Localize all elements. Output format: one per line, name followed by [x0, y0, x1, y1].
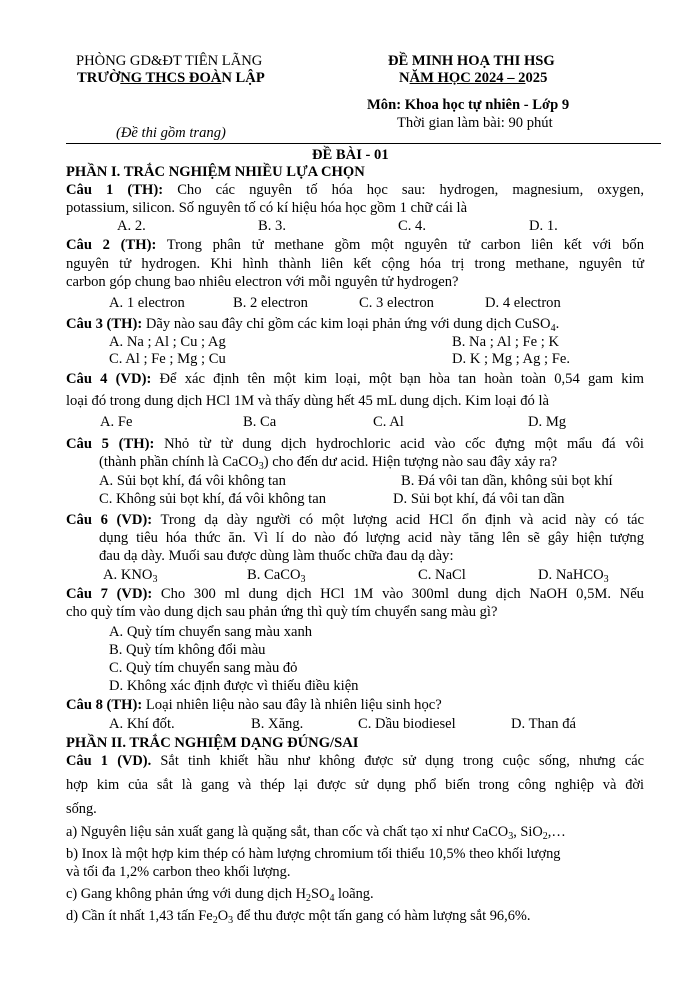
- question-1: Câu 1 (TH): Cho các nguyên tố hóa học sau: hydrogen, magnesium, oxygen,: [66, 182, 644, 198]
- q2-option-b: B. 2 electron: [233, 295, 308, 311]
- q1-option-b: B. 3.: [258, 218, 286, 234]
- q4-option-a: A. Fe: [100, 414, 133, 430]
- q6-option-d: D. NaHCO$_3$: [538, 567, 609, 585]
- p2-statement-a: a) Nguyên liệu sản xuất gang là quặng sắt, than cốc và chất tạo xỉ như CaCO$_3$, SiO$_2$,…: [66, 824, 566, 842]
- q6-option-c: C. NaCl: [418, 567, 466, 583]
- question-6-line3: đau dạ dày. Muối sau được dùng làm thuốc chữa đau dạ dày:: [99, 548, 454, 564]
- q3-option-b: B. Na ; Al ; Fe ; K: [452, 334, 560, 350]
- q8-option-d: D. Than đá: [511, 716, 576, 732]
- q1-option-d: D. 1.: [529, 218, 558, 234]
- q4-option-b: B. Ca: [243, 414, 277, 430]
- q1-option-a: A. 2.: [117, 218, 146, 234]
- school-year: NĂM HỌC 2024 – 2025: [399, 70, 548, 86]
- q7-option-b: B. Quỳ tím không đổi màu: [109, 642, 266, 658]
- question-2-line2: nguyên tử hydrogen. Khi hình thành liên kết cộng hóa trị trong methane, nguyên tử: [66, 256, 644, 272]
- question-3: Câu 3 (TH): Dãy nào sau đây chỉ gồm các kim loại phản ứng với dung dịch CuSO$_4$.: [66, 316, 560, 334]
- q5-option-c: C. Không sủi bọt khí, đá vôi không tan: [99, 491, 327, 507]
- question-4: Câu 4 (VD): Để xác định tên một kim loại, một bạn hòa tan hoàn toàn 0,54 gam kim: [66, 371, 644, 387]
- q2-option-c: C. 3 electron: [359, 295, 434, 311]
- part2-title: PHẦN II. TRẮC NGHIỆM DẠNG ĐÚNG/SAI: [66, 735, 359, 751]
- q5-option-b: B. Đá vôi tan dần, không sủi bọt khí: [401, 473, 613, 489]
- exam-title: ĐỀ BÀI - 01: [312, 147, 389, 163]
- question-7: Câu 7 (VD): Cho 300 ml dung dịch HCl 1M vào 300ml dung dịch NaOH 0,5M. Nếu: [66, 586, 644, 602]
- q3-option-a: A. Na ; Al ; Cu ; Ag: [109, 334, 226, 350]
- question-4-line2: loại đó trong dung dịch HCl 1M và thấy dùng hết 45 mL dung dịch. Kim loại đó là: [66, 393, 550, 409]
- time-line: Thời gian làm bài: 90 phút: [397, 115, 553, 131]
- q5-option-d: D. Sủi bọt khí, đá vôi tan dần: [393, 491, 565, 507]
- question-5-line2: (thành phần chính là CaCO$_3$) cho đến dư acid. Hiện tượng nào sau đây xảy ra?: [99, 454, 558, 472]
- p2-statement-b: b) Inox là một hợp kim thép có hàm lượng chromium tối thiểu 10,5% theo khối lượng: [66, 846, 561, 862]
- part1-title: PHẦN I. TRẮC NGHIỆM NHIỀU LỰA CHỌN: [66, 164, 365, 180]
- q7-option-c: C. Quỳ tím chuyển sang màu đỏ: [109, 660, 298, 676]
- exam-type-heading: ĐỀ MINH HOẠ THI HSG: [388, 53, 555, 69]
- p2-question-1: Câu 1 (VD). Sắt tinh khiết hầu như không được sử dụng trong cuộc sống, nhưng các: [66, 753, 644, 769]
- q4-option-d: D. Mg: [528, 414, 567, 430]
- q3-option-c: C. Al ; Fe ; Mg ; Cu: [109, 351, 226, 367]
- q8-option-b: B. Xăng.: [251, 716, 304, 732]
- question-8: Câu 8 (TH): Loại nhiên liệu nào sau đây là nhiên liệu sinh học?: [66, 697, 442, 713]
- q8-option-a: A. Khí đốt.: [109, 716, 175, 732]
- q7-option-a: A. Quỳ tím chuyển sang màu xanh: [109, 624, 313, 640]
- q8-option-c: C. Dầu biodiesel: [358, 716, 456, 732]
- p2-question-1-line3: sống.: [66, 801, 97, 817]
- question-2-line3: carbon góp chung bao nhiêu electron với mỗi nguyên tử hydrogen?: [66, 274, 459, 290]
- q7-option-d: D. Không xác định được vì thiếu điều kiện: [109, 678, 359, 694]
- pages-note: (Đề thi gồm trang): [116, 125, 226, 141]
- subject-line: Môn: Khoa học tự nhiên - Lớp 9: [367, 97, 570, 113]
- q6-option-b: B. CaCO$_3$: [247, 567, 306, 585]
- school-dept: PHÒNG GD&ĐT TIÊN LÃNG: [76, 53, 263, 69]
- p2-statement-b-line2: và tối đa 1,2% carbon theo khối lượng.: [66, 864, 291, 880]
- q5-option-a: A. Sủi bọt khí, đá vôi không tan: [99, 473, 286, 489]
- school-name: TRƯỜNG THCS ĐOÀN LẬP: [77, 70, 265, 86]
- p2-statement-d: d) Cần ít nhất 1,43 tấn $Fe_2O_3$ để thu được một tấn gang có hàm lượng sắt 96,6%.: [66, 908, 531, 926]
- q6-option-a: A. $KNO_3$: [103, 567, 158, 585]
- question-1-line2: potassium, silicon. Số nguyên tố có kí hiệu hóa học gồm 1 chữ cái là: [66, 200, 468, 216]
- p2-statement-c: c) Gang không phản ứng với dung dịch $H_2SO_4$ loãng.: [66, 886, 374, 904]
- header-divider: [66, 143, 661, 144]
- q3-option-d: D. K ; Mg ; Ag ; Fe.: [452, 351, 570, 367]
- question-5: Câu 5 (TH): Nhỏ từ từ dung dịch hydrochloric acid vào cốc đựng một mẩu đá vôi: [66, 436, 644, 452]
- question-6: Câu 6 (VD): Trong dạ dày người có một lượng acid HCl ổn định và acid này có tác: [66, 512, 644, 528]
- question-2: Câu 2 (TH): Trong phân tử methane gồm một nguyên tử carbon liên kết với bốn: [66, 237, 644, 253]
- q2-option-a: A. 1 electron: [109, 295, 185, 311]
- question-7-line2: cho quỳ tím vào dung dịch sau phản ứng thì quỳ tím chuyển sang màu gì?: [66, 604, 498, 620]
- q4-option-c: C. Al: [373, 414, 404, 430]
- q2-option-d: D. 4 electron: [485, 295, 561, 311]
- p2-question-1-line2: hợp kim của sắt là gang và thép lại được sử dụng phổ biến trong công nghiệp và đời: [66, 777, 644, 793]
- q1-option-c: C. 4.: [398, 218, 426, 234]
- question-6-line2: dụng tiêu hóa thức ăn. Vì lí do nào đó lượng acid này tăng lên sẽ gây hiện tượng: [99, 530, 644, 546]
